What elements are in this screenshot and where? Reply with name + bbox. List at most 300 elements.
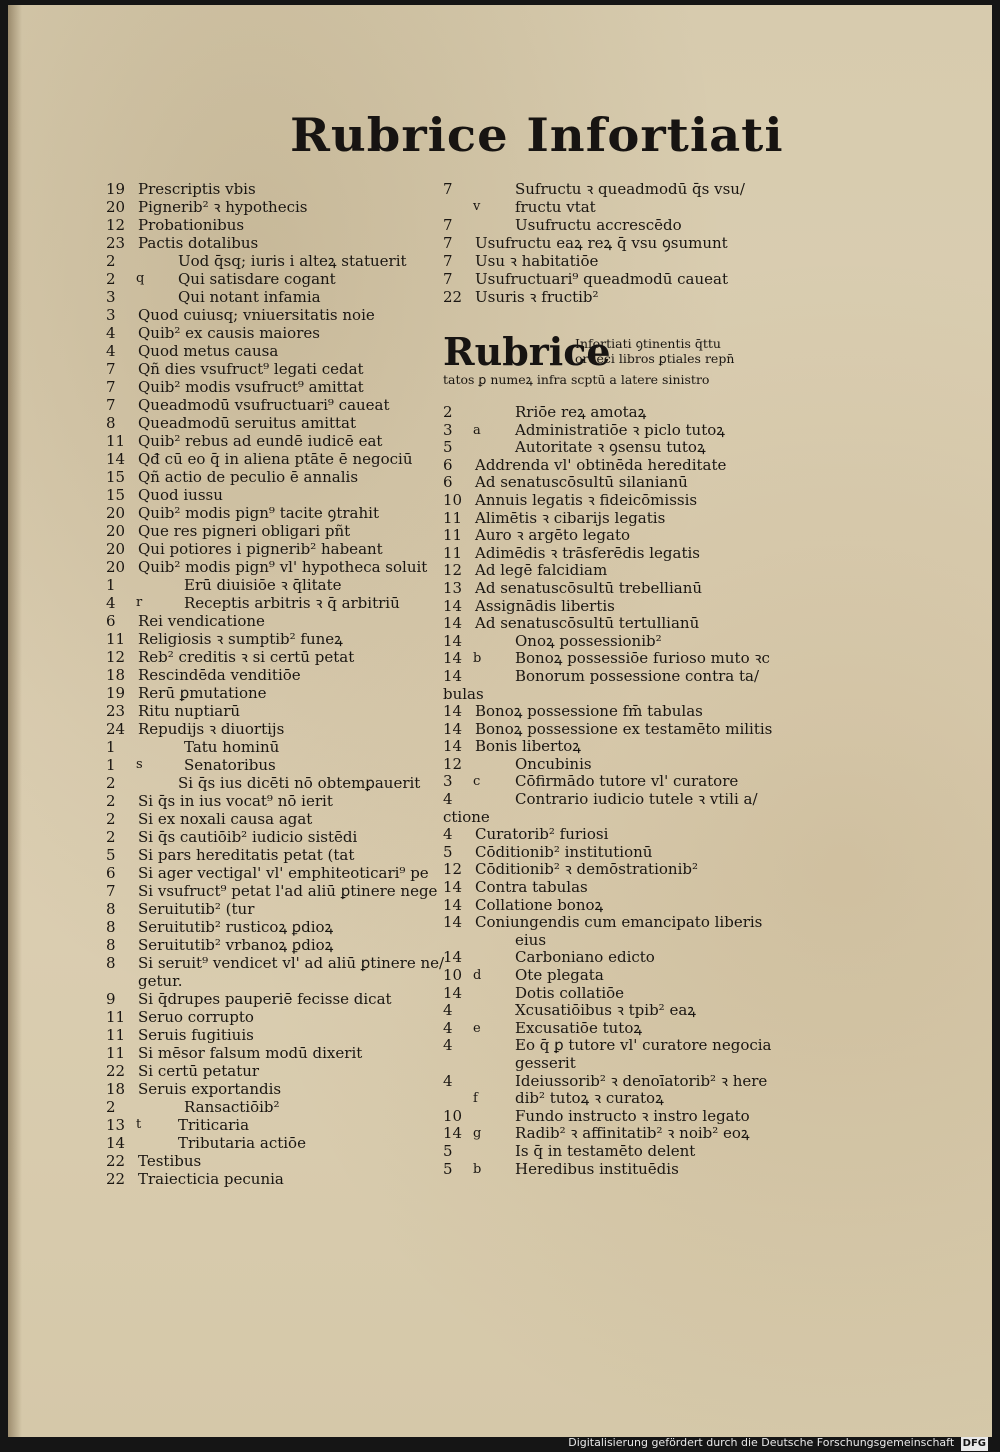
entry-title: Rescindēda venditiōe	[138, 666, 301, 684]
index-entry	[106, 414, 436, 432]
entry-title: Rerū ꝑmutatione	[138, 684, 267, 702]
index-entry	[443, 721, 773, 739]
subheading-line-1: Infortiati ꝯtinentis q̄ttu	[575, 336, 721, 351]
entry-number: 20	[106, 540, 126, 558]
entry-number: 4	[443, 1071, 453, 1090]
entry-marginal-letter: d	[473, 968, 482, 983]
entry-title: Contrario iudicio tutele ꝛ vtili a/	[515, 790, 758, 809]
index-entry	[106, 594, 436, 612]
entry-title: dib² tutoꝝ ꝛ curatoꝝ	[515, 1089, 664, 1108]
entry-number: 13	[443, 578, 463, 597]
entry-title: Annuis legatis ꝛ fideicōmissis	[475, 490, 698, 509]
index-entry	[106, 1170, 436, 1188]
entry-number: 20	[106, 558, 126, 576]
entry-number: 20	[106, 198, 126, 216]
index-entry	[106, 738, 436, 756]
entry-number: 2	[106, 774, 116, 792]
entry-number: 15	[106, 486, 126, 504]
entry-number: 12	[443, 860, 463, 879]
entry-title: Bonoꝝ possessiōe furioso muto ꝛc	[515, 649, 770, 668]
index-entry	[106, 1152, 436, 1170]
index-entry	[106, 918, 436, 936]
entry-marginal-letter: r	[136, 595, 143, 610]
entry-number: 11	[443, 543, 463, 562]
entry-marginal-letter: q	[136, 271, 145, 286]
entry-number: 18	[106, 666, 126, 684]
entry-title: fructu vtat	[515, 198, 596, 216]
index-entry	[443, 633, 773, 651]
entry-number: 14	[443, 737, 463, 756]
entry-number: 12	[443, 561, 463, 580]
index-entry	[443, 580, 773, 598]
entry-number: 22	[106, 1062, 126, 1080]
entry-number: 11	[443, 508, 463, 527]
entry-number: 2	[106, 252, 116, 270]
index-entry	[443, 932, 773, 950]
index-entry	[106, 882, 436, 900]
entry-title: Curatorib² furiosi	[475, 825, 609, 844]
index-entry	[106, 792, 436, 810]
entry-title: Uod q̄sq; iuris i alteꝝ statuerit	[178, 252, 407, 270]
entry-title: Si mēsor falsum modū dixerit	[138, 1044, 363, 1062]
subheading-line-3: tatos ꝑ numeꝝ infra scptū a latere sinistro	[443, 372, 710, 387]
entry-marginal-letter: e	[473, 1020, 481, 1036]
entry-title: Reb² creditis ꝛ si certū petat	[138, 648, 355, 666]
entry-title: Religiosis ꝛ sumptib² funeꝝ	[138, 630, 343, 648]
entry-title: Ad senatuscōsultū silanianū	[475, 473, 688, 492]
index-entry	[443, 545, 773, 563]
entry-title: Seruitutib² vrbanoꝝ ꝑdioꝝ	[138, 936, 334, 954]
index-entry	[443, 1090, 773, 1108]
index-entry	[106, 900, 436, 918]
index-entry	[106, 612, 436, 630]
index-entry	[443, 1161, 773, 1179]
entry-number: 4	[443, 825, 453, 844]
entry-marginal-letter: s	[136, 757, 143, 772]
entry-number: 14	[443, 948, 463, 967]
index-entry	[106, 576, 436, 594]
subheading-title: Rubrice	[443, 329, 611, 374]
entry-number: 2	[106, 792, 116, 810]
entry-title: Si certū petatur	[138, 1062, 260, 1080]
index-entry	[443, 1002, 773, 1020]
index-entry	[443, 686, 773, 704]
entry-number: 11	[106, 1026, 126, 1044]
entry-number: 4	[443, 790, 453, 809]
entry-number: 3	[443, 772, 453, 791]
index-entry	[443, 615, 773, 633]
entry-number: 14	[443, 666, 463, 685]
index-entry	[106, 774, 436, 792]
index-entry	[443, 1125, 773, 1143]
entry-number: 4	[443, 1036, 453, 1055]
entry-number: 5	[443, 1141, 453, 1160]
entry-title: Coniungendis cum emancipato liberis	[475, 913, 763, 932]
entry-number: 5	[443, 842, 453, 861]
entry-title: Pignerib² ꝛ hypothecis	[138, 198, 308, 216]
entry-number: 14	[443, 878, 463, 897]
entry-title: Cōfirmādo tutore vl' curatore	[515, 772, 739, 791]
entry-number: 3	[106, 306, 116, 324]
entry-number: 11	[443, 526, 463, 545]
entry-title: Queadmodū seruitus amittat	[138, 414, 357, 432]
entry-number: 2	[106, 810, 116, 828]
entry-number: 14	[443, 719, 463, 738]
entry-title: Ad legē falcidiam	[475, 561, 608, 580]
index-entry	[106, 252, 436, 270]
entry-title: Bonoꝝ possessione fm̄ tabulas	[475, 702, 703, 721]
entry-number: 8	[106, 900, 116, 918]
entry-title: Excusatiōe tutoꝝ	[515, 1018, 643, 1037]
page-title: Rubrice Infortiati	[290, 109, 784, 163]
entry-title: Si q̄s cautiōib² iudicio sistēdi	[138, 828, 358, 846]
entry-title: Cōditionib² ꝛ demōstrationib²	[475, 860, 698, 879]
entry-title: Usu ꝛ habitatiōe	[475, 252, 599, 270]
entry-title: Si q̄s in ius vocat⁹ nō ierit	[138, 792, 333, 810]
entry-title: Bonorum possessione contra ta/	[515, 666, 760, 685]
entry-number: 7	[443, 270, 453, 288]
entry-title: ctione	[443, 807, 490, 826]
index-entry	[106, 702, 436, 720]
index-entry	[106, 378, 436, 396]
index-entry	[106, 846, 436, 864]
entry-number: 2	[443, 403, 453, 421]
entry-title: bulas	[443, 684, 484, 703]
index-entry	[106, 522, 436, 540]
index-entry	[106, 1134, 436, 1152]
index-entry	[443, 668, 773, 686]
page-edge-shadow	[8, 5, 22, 1437]
entry-title: Seruo corrupto	[138, 1008, 254, 1026]
entry-title: Ote plegata	[515, 966, 604, 984]
index-entry	[443, 457, 773, 475]
footer-text: Digitalisierung gefördert durch die Deutsche Forschungsgemeinschaft	[568, 1436, 955, 1449]
index-entry	[443, 738, 773, 756]
dfg-logo: DFG	[962, 1438, 986, 1449]
index-entry	[106, 432, 436, 450]
entry-title: Si seruit⁹ vendicet vl' ad aliū ꝑtinere ne/	[138, 954, 445, 972]
entry-title: Assignādis libertis	[475, 596, 615, 615]
entry-title: Dotis collatiōe	[515, 983, 625, 1002]
entry-title: Bonis libertoꝝ	[475, 737, 581, 756]
index-entry	[106, 936, 436, 954]
entry-number: 7	[106, 396, 116, 414]
entry-title: Rei vendicatione	[138, 612, 265, 630]
entry-number: 24	[106, 720, 126, 738]
entry-number: 23	[106, 234, 126, 252]
entry-title: Qñ actio de peculio ē annalis	[138, 468, 359, 486]
entry-title: Testibus	[138, 1152, 202, 1170]
index-entry	[106, 1098, 436, 1116]
entry-marginal-letter: t	[136, 1117, 142, 1132]
entry-marginal-letter: c	[473, 774, 481, 790]
entry-title: Heredibus instituēdis	[515, 1159, 679, 1178]
entry-number: 15	[106, 468, 126, 486]
index-entry	[443, 809, 773, 827]
index-entry	[443, 773, 773, 791]
index-entry	[443, 474, 773, 492]
index-entry	[106, 630, 436, 648]
index-entry	[106, 1080, 436, 1098]
index-entry	[443, 1073, 773, 1091]
entry-number: 14	[443, 649, 463, 668]
entry-marginal-letter: b	[473, 651, 482, 667]
index-entry	[443, 861, 773, 879]
index-entry	[106, 666, 436, 684]
entry-title: Triticaria	[178, 1116, 250, 1134]
entry-title: Si ex noxali causa agat	[138, 810, 313, 828]
index-entry	[106, 540, 436, 558]
entry-number: 12	[106, 216, 126, 234]
entry-marginal-letter: v	[473, 199, 481, 214]
entry-number: 4	[106, 594, 116, 612]
entry-title: Si q̄s ius dicēti nō obtemꝑauerit	[178, 774, 421, 792]
entry-number: 19	[106, 684, 126, 702]
index-entry	[106, 234, 436, 252]
entry-number: 14	[443, 702, 463, 721]
index-entry	[106, 450, 436, 468]
entry-number: 7	[106, 360, 116, 378]
entry-title: Prescriptis vbis	[138, 180, 256, 198]
index-entry	[443, 791, 773, 809]
index-entry	[106, 270, 436, 288]
index-entry	[443, 826, 773, 844]
entry-number: 11	[106, 1044, 126, 1062]
index-entry	[106, 468, 436, 486]
entry-number: 2	[106, 1098, 116, 1116]
entry-title: Ad senatuscōsultū trebellianū	[475, 578, 703, 597]
entry-title: Qui notant infamia	[178, 288, 321, 306]
entry-number: 11	[106, 1008, 126, 1026]
entry-number: 20	[106, 522, 126, 540]
entry-title: Seruitutib² rusticoꝝ ꝑdioꝝ	[138, 918, 334, 936]
entry-title: Si q̄drupes pauperiē fecisse dicat	[138, 990, 392, 1008]
index-entry	[106, 648, 436, 666]
entry-title: Quib² modis pign⁹ tacite ꝯtrahit	[138, 504, 379, 522]
entry-number: 7	[443, 252, 453, 270]
index-entry	[106, 342, 436, 360]
entry-number: 23	[106, 702, 126, 720]
index-entry	[443, 422, 773, 440]
entry-title: Quib² rebus ad eundē iudicē eat	[138, 432, 383, 450]
entry-title: Si vsufruct⁹ petat l'ad aliū ꝑtinere nege	[138, 882, 438, 900]
entry-title: Xcusatiōibus ꝛ tpib² eaꝝ	[515, 1001, 696, 1020]
entry-title: Quib² ex causis maiores	[138, 324, 320, 342]
entry-number: 20	[106, 504, 126, 522]
entry-number: 6	[106, 612, 116, 630]
entry-number: 14	[443, 614, 463, 633]
entry-title: Quod cuiusq; vniuersitatis noie	[138, 306, 375, 324]
entry-title: Si ager vectigal' vl' emphiteoticari⁹ pe	[138, 864, 429, 882]
index-entry	[443, 216, 773, 234]
index-entry	[106, 990, 436, 1008]
index-entry	[106, 1116, 436, 1134]
entry-number: 22	[443, 288, 463, 306]
entry-number: 3	[443, 420, 453, 439]
entry-marginal-letter: b	[473, 1161, 482, 1177]
entry-number: 14	[443, 895, 463, 914]
index-entry	[106, 504, 436, 522]
entry-title: Usufructu accrescēdo	[515, 216, 682, 234]
index-entry	[443, 897, 773, 915]
index-entry	[106, 396, 436, 414]
index-entry	[106, 324, 436, 342]
entry-title: Radib² ꝛ affinitatib² ꝛ noib² eoꝝ	[515, 1124, 750, 1143]
entry-title: Ritu nuptiarū	[138, 702, 241, 720]
entry-title: Qui potiores i pignerib² habeant	[138, 540, 383, 558]
entry-number: 5	[106, 846, 116, 864]
entry-title: getur.	[138, 972, 183, 990]
entry-title: Qñ dies vsufruct⁹ legati cedat	[138, 360, 364, 378]
index-entry	[443, 1055, 773, 1073]
entry-title: Traiecticia pecunia	[138, 1170, 284, 1188]
entry-number: 7	[443, 180, 453, 198]
entry-title: Sufructu ꝛ queadmodū q̄s vsu/	[515, 180, 745, 198]
index-entry	[106, 810, 436, 828]
index-entry	[443, 914, 773, 932]
entry-title: gesserit	[515, 1053, 576, 1072]
entry-title: Repudijs ꝛ diuortijs	[138, 720, 285, 738]
index-entry	[106, 972, 436, 990]
index-entry	[443, 879, 773, 897]
entry-title: eius	[515, 930, 547, 949]
entry-number: 9	[106, 990, 116, 1008]
index-entry	[443, 180, 773, 198]
digitization-footer	[568, 1436, 988, 1450]
entry-number: 14	[106, 450, 126, 468]
index-entry	[443, 967, 773, 985]
entry-title: Qđ cū eo q̄ in aliena ptāte ē negociū	[138, 450, 413, 468]
entry-number: 13	[106, 1116, 126, 1134]
entry-title: Eo q̄ ꝑ tutore vl' curatore negocia	[515, 1036, 772, 1055]
entry-title: Pactis dotalibus	[138, 234, 259, 252]
entry-number: 22	[106, 1152, 126, 1170]
index-entry	[106, 1044, 436, 1062]
entry-number: 2	[106, 270, 116, 288]
entry-title: Seruis fugitiuis	[138, 1026, 254, 1044]
entry-title: Fundo instructo ꝛ instro legato	[515, 1106, 750, 1125]
entry-title: Tatu hominū	[184, 738, 280, 756]
index-entry	[106, 1026, 436, 1044]
entry-number: 14	[106, 1134, 126, 1152]
entry-title: Administratiōe ꝛ piclo tutoꝝ	[515, 420, 725, 439]
entry-title: Quod metus causa	[138, 342, 279, 360]
entry-number: 11	[106, 432, 126, 450]
index-entry	[106, 756, 436, 774]
entry-title: Quib² modis vsufruct⁹ amittat	[138, 378, 364, 396]
entry-number: 7	[106, 378, 116, 396]
index-entry	[443, 1108, 773, 1126]
entry-title: Usufructu eaꝝ reꝝ q̄ vsu ꝯsumunt	[475, 234, 728, 252]
entry-number: 10	[443, 1106, 463, 1125]
entry-title: Bonoꝝ possessione ex testamēto militis	[475, 719, 773, 738]
entry-number: 8	[106, 414, 116, 432]
index-entry	[443, 562, 773, 580]
index-entry	[443, 234, 773, 252]
entry-number: 10	[443, 966, 463, 984]
right-index-column	[443, 404, 773, 1178]
index-entry	[443, 404, 773, 422]
index-entry	[443, 1143, 773, 1161]
index-entry	[106, 1008, 436, 1026]
entry-title: Queadmodū vsufructuari⁹ caueat	[138, 396, 390, 414]
entry-number: 4	[106, 342, 116, 360]
entry-number: 1	[106, 756, 116, 774]
entry-title: Addrenda vl' obtinēda hereditate	[475, 455, 727, 474]
entry-number: 19	[106, 180, 126, 198]
entry-number: 1	[106, 738, 116, 756]
index-entry	[443, 844, 773, 862]
index-entry	[106, 954, 445, 972]
index-entry	[106, 360, 436, 378]
entry-number: 14	[443, 983, 463, 1002]
entry-title: Rriōe reꝝ amotaꝝ	[515, 403, 647, 421]
index-entry	[443, 288, 773, 306]
index-entry	[443, 492, 773, 510]
entry-number: 6	[443, 455, 453, 474]
index-entry	[106, 558, 436, 576]
entry-number: 6	[443, 473, 453, 492]
entry-number: 4	[106, 324, 116, 342]
entry-title: Collatione bonoꝝ	[475, 895, 604, 914]
entry-title: Senatoribus	[184, 756, 276, 774]
entry-number: 1	[106, 576, 116, 594]
entry-title: Alimētis ꝛ cibarijs legatis	[475, 508, 666, 527]
entry-number: 14	[443, 913, 463, 932]
index-entry	[106, 864, 436, 882]
index-entry	[443, 985, 773, 1003]
entry-marginal-letter: a	[473, 422, 481, 438]
entry-number: 10	[443, 490, 463, 509]
entry-title: Autoritate ꝛ ꝯsensu tutoꝝ	[515, 438, 706, 457]
entry-title: Is q̄ in testamēto delent	[515, 1141, 696, 1160]
entry-title: Quib² modis pign⁹ vl' hypotheca soluit	[138, 558, 428, 576]
entry-title: Oncubinis	[515, 754, 592, 773]
entry-number: 4	[443, 1001, 453, 1020]
right-index-column-top	[443, 180, 773, 306]
index-entry	[106, 306, 436, 324]
index-entry	[443, 270, 773, 288]
entry-number: 18	[106, 1080, 126, 1098]
index-entry	[106, 720, 436, 738]
entry-number: 7	[443, 234, 453, 252]
index-entry	[443, 439, 773, 457]
entry-number: 8	[106, 954, 116, 972]
entry-number: 8	[106, 918, 116, 936]
index-entry	[106, 486, 436, 504]
entry-number: 5	[443, 438, 453, 457]
entry-number: 12	[443, 754, 463, 773]
entry-title: Adimēdis ꝛ trāsferēdis legatis	[475, 543, 700, 562]
entry-number: 22	[106, 1170, 126, 1188]
entry-number: 8	[106, 936, 116, 954]
entry-title: Auro ꝛ argēto legato	[475, 526, 631, 545]
index-entry	[443, 703, 773, 721]
entry-title: Qui satisdare cogant	[178, 270, 336, 288]
entry-title: Usuris ꝛ fructib²	[475, 288, 599, 306]
entry-title: Erū diuisiōe ꝛ q̄litate	[184, 576, 342, 594]
entry-number: 14	[443, 631, 463, 650]
entry-number: 7	[443, 216, 453, 234]
entry-title: Probationibus	[138, 216, 245, 234]
index-entry	[106, 198, 436, 216]
entry-number: 12	[106, 648, 126, 666]
index-entry	[443, 527, 773, 545]
index-entry	[106, 1062, 436, 1080]
entry-title: Tributaria actiōe	[178, 1134, 306, 1152]
index-entry	[443, 510, 773, 528]
left-index-column	[106, 180, 445, 1188]
